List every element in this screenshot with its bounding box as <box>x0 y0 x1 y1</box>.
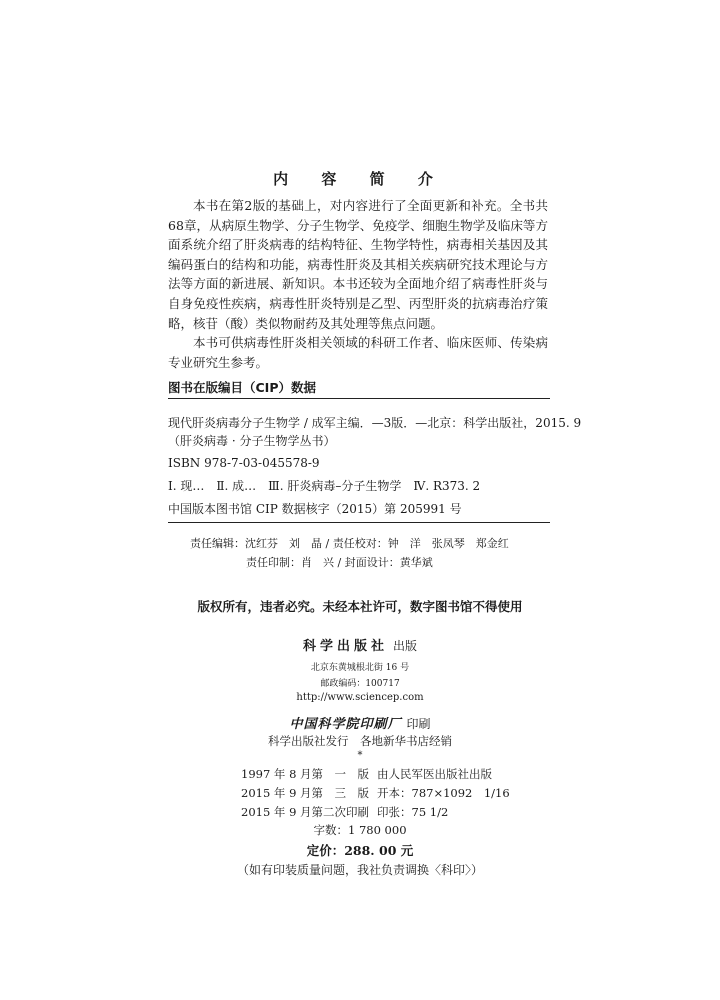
summary <box>168 196 548 372</box>
publisher-postcode: 邮政编码：100717 <box>320 679 400 689</box>
printer-suffix: 印刷 <box>406 717 431 731</box>
printer-line <box>0 713 720 732</box>
quality-note: （如有印装质量问题，我社负责调换〈科印〉） <box>236 863 483 877</box>
edition-date: 2015 年 9 月第 三 版 <box>241 786 370 800</box>
cip-isbn: ISBN 978-7-03-045578-9 <box>168 456 320 470</box>
publisher-suffix: 出版 <box>393 639 418 653</box>
edition-date: 1997 年 8 月第 一 版 <box>241 767 370 781</box>
publisher-address: 北京东黄城根北街 16 号 <box>310 663 410 673</box>
divider <box>168 398 550 399</box>
edition-detail: 开本：787×1092 1/16 <box>377 786 510 800</box>
separator-mark: * <box>357 750 363 761</box>
page-title: 内 容 简 介 <box>273 170 447 188</box>
cip-number: 中国版本图书馆 CIP 数据核字（2015）第 205991 号 <box>168 502 462 516</box>
divider <box>168 522 550 523</box>
credits-editors: 责任编辑：沈红芬 刘 晶 / 责任校对：钟 洋 张凤琴 郑金红 <box>190 537 509 550</box>
cip-series: （肝炎病毒 · 分子生物学丛书） <box>168 434 336 448</box>
publisher-line <box>0 635 720 654</box>
word-count: 字数：1 780 000 <box>313 823 407 837</box>
copyright-notice: 版权所有，违者必究。未经本社许可，数字图书馆不得使用 <box>197 599 523 614</box>
cip-classification: Ⅰ. 现… Ⅱ. 成… Ⅲ. 肝炎病毒–分子生物学 Ⅳ. R373. 2 <box>168 479 481 493</box>
summary-paragraph: 本书在第2版的基础上，对内容进行了全面更新和补充。全书共68章，从病原生物学、分子生物学、免疫学、细胞生物学及临床等方面系统介绍了肝炎病毒的结构特征、生物学特性，病毒相关基因及其编码蛋白的结构和功能，病毒性肝炎及其相关疾病研究技术理论与方法等方面的新进展、新知识。本书还较为全面地介绍了病毒性肝炎与自身免疫性疾病，病毒性肝炎特别是乙型、丙型肝炎的抗病毒治疗策略，核苷（酸）类似物耐药及其处理等焦点问题。 <box>168 198 548 331</box>
edition-table <box>241 766 510 826</box>
publisher-url: http://www.sciencep.com <box>296 692 424 703</box>
credits-production: 责任印制：肖 兴 / 封面设计：黄华斌 <box>246 556 433 569</box>
edition-detail: 印张：75 1/2 <box>377 805 449 819</box>
printer-logo: 中国科学院印刷厂 <box>289 717 402 732</box>
cip-heading: 图书在版编目（CIP）数据 <box>168 380 316 395</box>
distribution: 科学出版社发行 各地新华书店经销 <box>268 734 452 748</box>
summary-paragraph: 本书可供病毒性肝炎相关领域的科研工作者、临床医师、传染病专业研究生参考。 <box>168 335 548 370</box>
price: 定价：288. 00 元 <box>306 843 414 858</box>
edition-detail: 由人民军医出版社出版 <box>377 767 492 781</box>
cip-entry: 现代肝炎病毒分子生物学 / 成军主编．—3版．—北京：科学出版社，2015. 9 <box>168 416 582 430</box>
edition-date: 2015 年 9 月第二次印刷 <box>241 805 370 819</box>
publisher-logo: 科学出版社 <box>302 639 388 654</box>
